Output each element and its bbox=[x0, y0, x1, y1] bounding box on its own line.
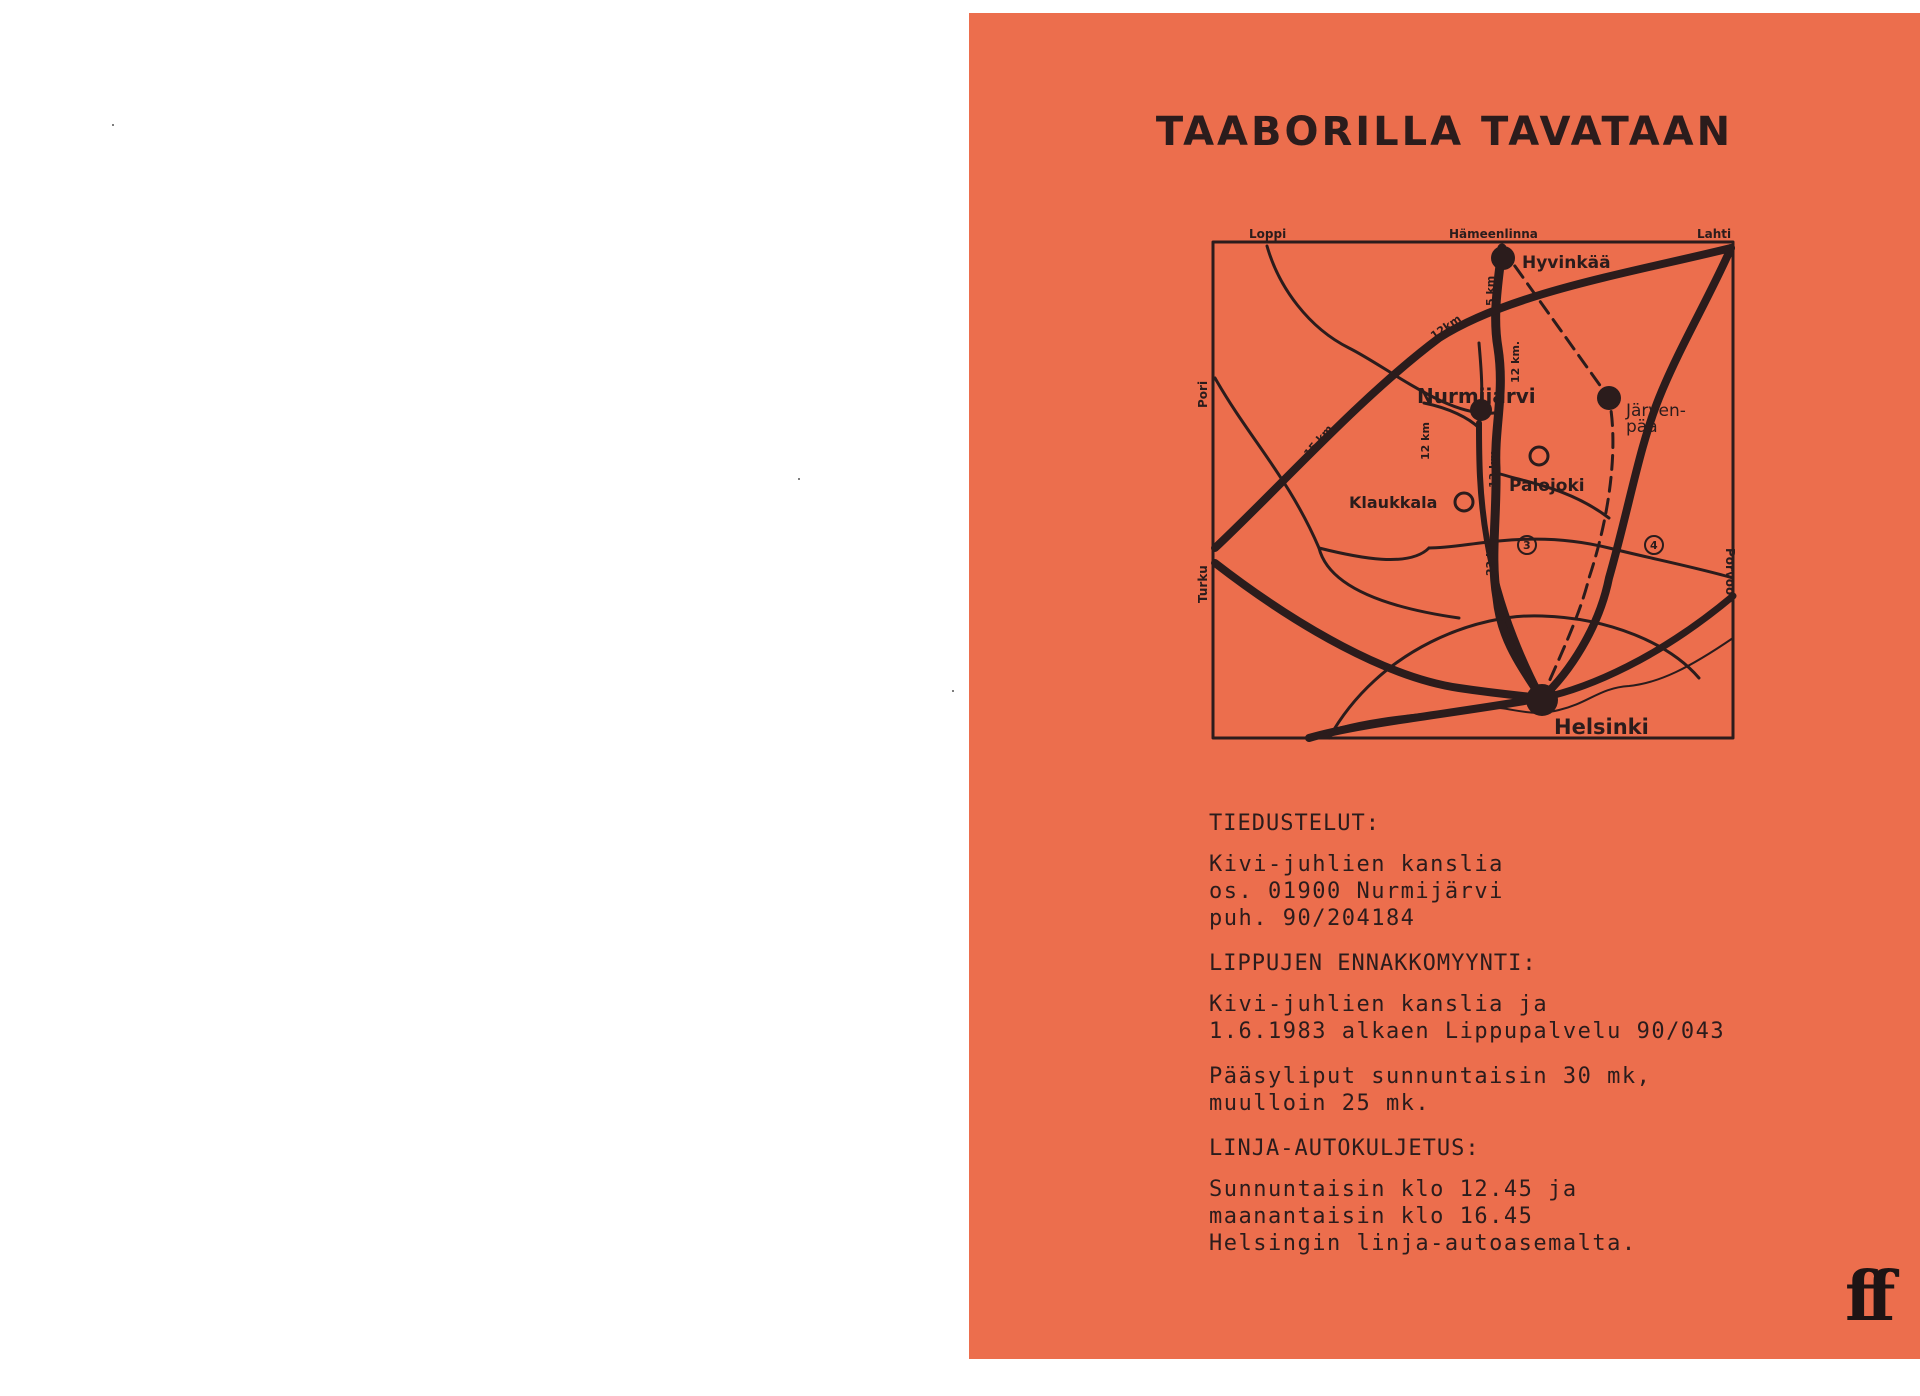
helsinki-marker bbox=[1526, 684, 1558, 716]
inquiries-line: os. 01900 Nurmijärvi bbox=[1209, 879, 1504, 904]
place-klaukkala: Klaukkala bbox=[1349, 493, 1438, 512]
presale-line: Kivi-juhlien kanslia ja bbox=[1209, 992, 1549, 1017]
railway-dashed bbox=[1502, 248, 1613, 698]
inquiries-line: Kivi-juhlien kanslia bbox=[1209, 852, 1504, 877]
bus-transport-block bbox=[1209, 1135, 1869, 1257]
road-klaukkala bbox=[1319, 548, 1429, 560]
inquiries-block bbox=[1209, 810, 1869, 932]
distance-13km: 13 km bbox=[1487, 450, 1500, 488]
edge-label-lahti: Lahti bbox=[1697, 227, 1732, 241]
publisher-logo: ff bbox=[1845, 1257, 1888, 1337]
distance-22km: 22 km bbox=[1484, 538, 1497, 576]
distance-12km-rail: 12 km. bbox=[1509, 340, 1522, 383]
palojoki-marker bbox=[1530, 447, 1548, 465]
bus-transport-line: Sunnuntaisin klo 12.45 ja bbox=[1209, 1177, 1578, 1202]
bus-transport-line: maanantaisin klo 16.45 bbox=[1209, 1204, 1534, 1229]
place-nurmijarvi: Nurmijärvi bbox=[1417, 384, 1536, 408]
ticket-price-line: muulloin 25 mk. bbox=[1209, 1091, 1431, 1116]
presale-heading: LIPPUJEN ENNAKKOMYYNTI: bbox=[1209, 951, 1537, 976]
orange-flyer-page bbox=[969, 13, 1920, 1359]
edge-label-turku: Turku bbox=[1196, 565, 1210, 603]
road-klaukkala-east bbox=[1429, 539, 1733, 578]
place-jarvenpaa-line2: pää bbox=[1626, 417, 1658, 437]
road-porvoo-helsinki bbox=[1542, 596, 1733, 698]
presale-line: 1.6.1983 alkaen Lippupalvelu 90/043 bbox=[1209, 1019, 1726, 1044]
edge-label-loppi: Loppi bbox=[1249, 227, 1287, 241]
dust-speck bbox=[798, 478, 800, 480]
ticket-price-block bbox=[1209, 1063, 1869, 1117]
bus-transport-line: Helsingin linja-autoasemalta. bbox=[1209, 1231, 1637, 1256]
dust-speck bbox=[952, 690, 954, 692]
road-west-helsinki bbox=[1309, 698, 1542, 738]
klaukkala-marker bbox=[1455, 493, 1473, 511]
place-palojoki: Palojoki bbox=[1509, 476, 1585, 496]
flyer-title: TAABORILLA TAVATAAN bbox=[1155, 109, 1734, 155]
presale-block bbox=[1209, 950, 1869, 1045]
inquiries-heading: TIEDUSTELUT: bbox=[1209, 811, 1380, 836]
edge-label-porvoo: Porvoo bbox=[1723, 548, 1737, 596]
distance-5km: 5 km bbox=[1484, 275, 1497, 306]
inquiries-line: puh. 90/204184 bbox=[1209, 906, 1416, 931]
ticket-price-line: Pääsyliput sunnuntaisin 30 mk, bbox=[1209, 1064, 1652, 1089]
distance-15km: 15 km bbox=[1301, 422, 1336, 460]
road-number-3: 3 bbox=[1523, 539, 1531, 552]
place-jarvenpaa-line1: Järven- bbox=[1626, 401, 1686, 421]
jarvenpaa-marker bbox=[1597, 386, 1621, 410]
info-section bbox=[1209, 810, 1869, 1275]
place-helsinki: Helsinki bbox=[1554, 715, 1649, 739]
edge-label-hameenlinna: Hämeenlinna bbox=[1449, 227, 1538, 241]
bus-transport-heading: LINJA-AUTOKULJETUS: bbox=[1209, 1136, 1480, 1161]
hyvinkaa-marker bbox=[1491, 246, 1515, 270]
place-hyvinkaa: Hyvinkää bbox=[1522, 253, 1611, 273]
distance-12km-klaukkala: 12 km bbox=[1419, 422, 1432, 460]
route-map bbox=[1196, 218, 1737, 748]
distance-12km-north: 12km bbox=[1428, 312, 1464, 343]
route-map-drawing bbox=[1196, 218, 1737, 748]
dust-speck bbox=[112, 124, 114, 126]
road-number-4: 4 bbox=[1650, 539, 1658, 552]
edge-label-pori: Pori bbox=[1196, 380, 1210, 408]
